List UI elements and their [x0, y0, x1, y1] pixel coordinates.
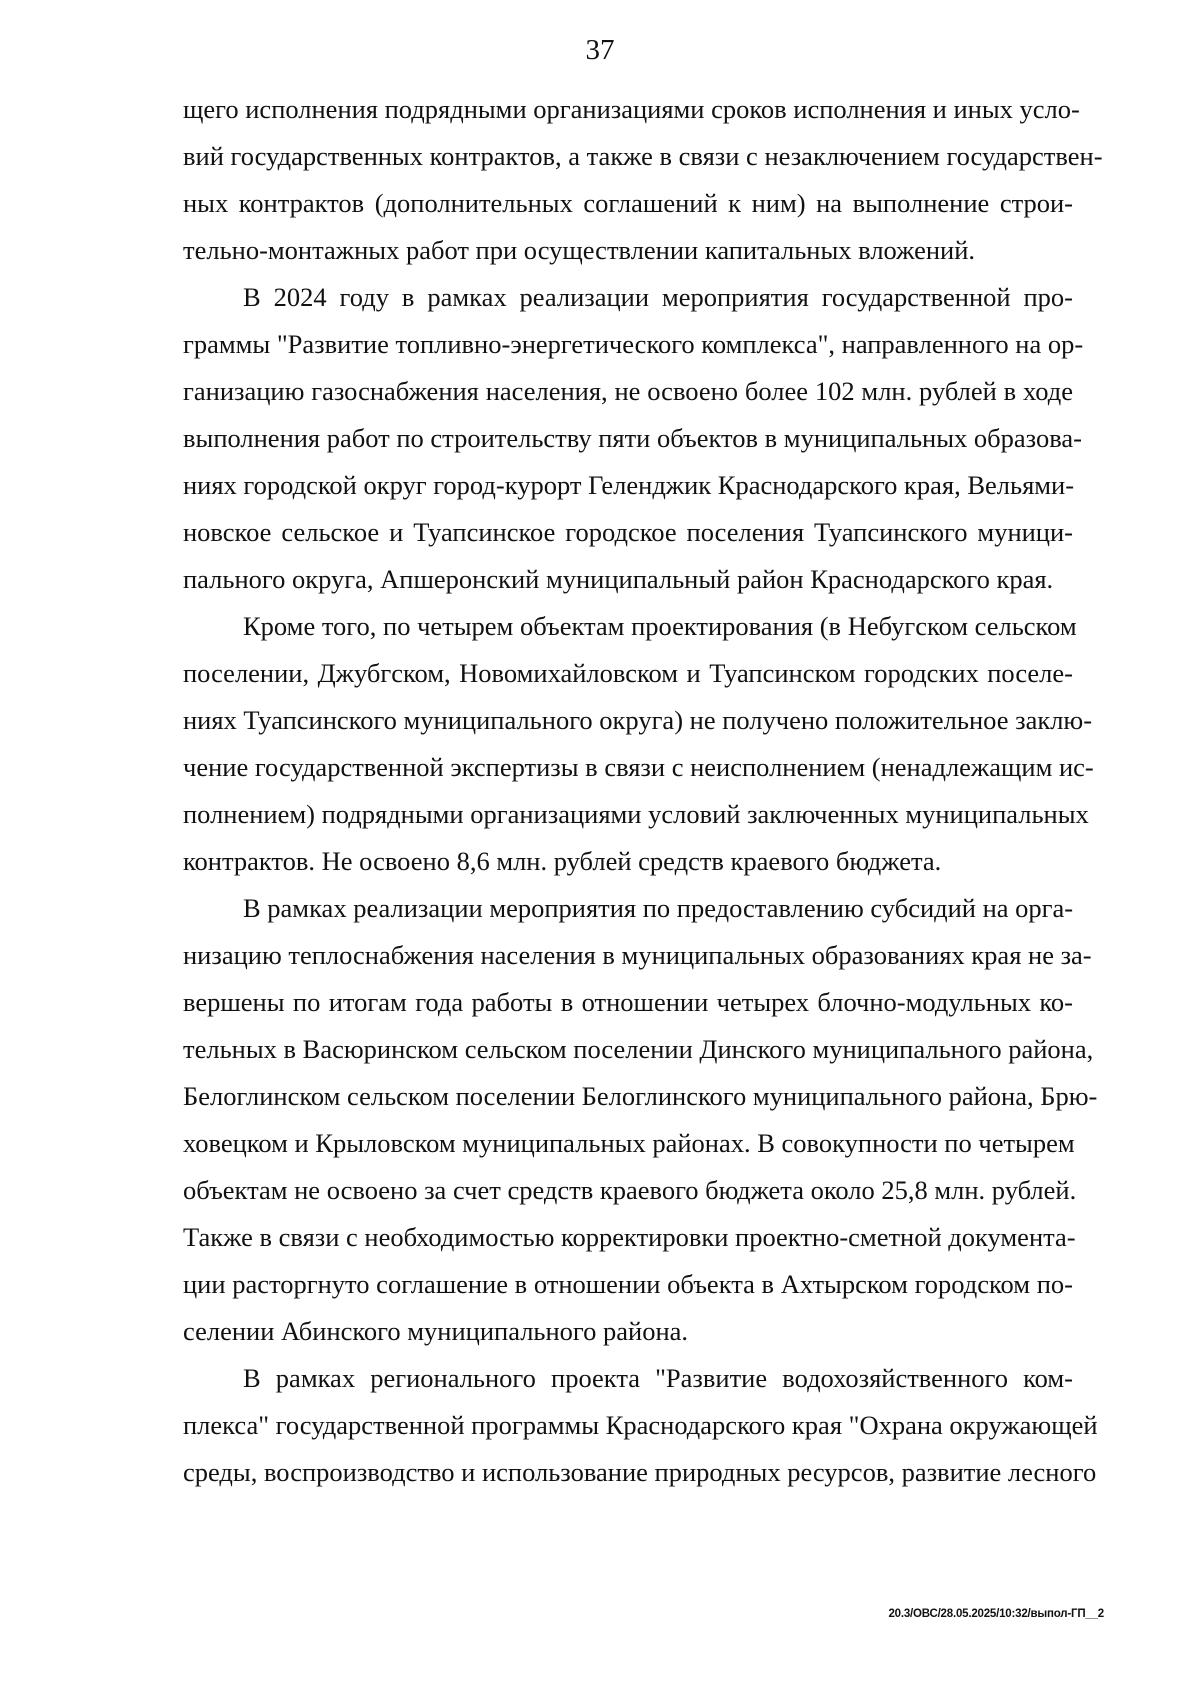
paragraph	[183, 885, 1098, 1355]
paragraph	[183, 274, 1084, 603]
text-line: выполнения работ по строительству пяти объектов в муниципальных образова-	[183, 423, 1082, 453]
text-line: поселении, Джубгском, Новомихайловском и Туапсинском городских поселе-	[183, 658, 1073, 688]
text-line: ных контрактов (дополнительных соглашений к ним) на выполнение строи-	[183, 188, 1073, 218]
text-line: контрактов. Не освоено 8,6 млн. рублей средств краевого бюджета.	[183, 846, 942, 876]
text-line: полнением) подрядными организациями условий заключенных муниципальных	[183, 799, 1089, 829]
text-line: Также в связи с необходимостью корректировки проектно-сметной документа-	[183, 1222, 1076, 1252]
text-line: плекса" государственной программы Краснодарского края "Охрана окружающей	[183, 1410, 1098, 1440]
paragraph	[183, 86, 1103, 274]
text-line: граммы "Развитие топливно-энергетического комплекса", направленного на ор-	[183, 329, 1084, 359]
text-line: Белоглинском сельском поселении Белоглинского муниципального района, Брю-	[183, 1081, 1098, 1111]
text-line: тельных в Васюринском сельском поселении Динского муниципального района,	[183, 1034, 1094, 1064]
text-line: объектам не освоено за счет средств краевого бюджета около 25,8 млн. рублей.	[183, 1175, 1077, 1205]
text-line: В рамках реализации мероприятия по предоставлению субсидий на орга-	[243, 893, 1074, 923]
text-line: ниях Туапсинского муниципального округа) не получено положительное заклю-	[183, 705, 1093, 735]
text-line: Кроме того, по четырем объектам проектирования (в Небугском сельском	[243, 611, 1077, 641]
text-line: новское сельское и Туапсинское городское поселения Туапсинского муници-	[183, 517, 1073, 547]
text-line: ниях городской округ город-курорт Геленджик Краснодарского края, Вельями-	[183, 470, 1075, 500]
text-line: ганизацию газоснабжения населения, не освоено более 102 млн. рублей в ходе	[183, 376, 1073, 406]
text-line: щего исполнения подрядными организациями сроков исполнения и иных усло-	[183, 94, 1080, 124]
text-line: пального округа, Апшеронский муниципальный район Краснодарского края.	[183, 564, 1054, 594]
text-line: вершены по итогам года работы в отношении четырех блочно-модульных ко-	[183, 987, 1073, 1017]
text-line: вий государственных контрактов, а также в связи с незаключением государствен-	[183, 141, 1103, 171]
document-body	[183, 86, 1103, 1496]
text-line: селении Абинского муниципального района.	[183, 1316, 689, 1346]
text-line: В 2024 году в рамках реализации мероприятия государственной про-	[243, 282, 1073, 312]
text-line: низацию теплоснабжения населения в муниципальных образованиях края не за-	[183, 940, 1092, 970]
text-line: тельно-монтажных работ при осуществлении капитальных вложений.	[183, 235, 976, 265]
page-number: 37	[585, 34, 615, 66]
paragraph	[183, 603, 1094, 885]
text-line: среды, воспроизводство и использование природных ресурсов, развитие лесного	[183, 1457, 1097, 1487]
text-line: В рамках регионального проекта "Развитие водохозяйственного ком-	[243, 1363, 1073, 1393]
text-line: ховецком и Крыловском муниципальных районах. В совокупности по четырем	[183, 1128, 1075, 1158]
text-line: ции расторгнуто соглашение в отношении объекта в Ахтырском городском по-	[183, 1269, 1073, 1299]
document-footer-code: 20.3/ОВС/28.05.2025/10:32/выпол-ГП__2	[888, 1608, 1104, 1620]
paragraph	[183, 1355, 1098, 1496]
text-line: чение государственной экспертизы в связи с неисполнением (ненадлежащим ис-	[183, 752, 1094, 782]
